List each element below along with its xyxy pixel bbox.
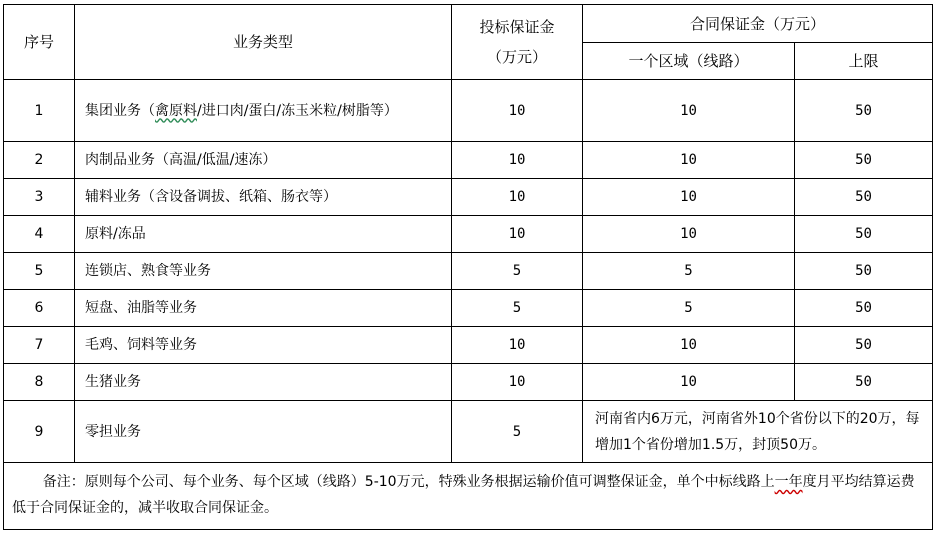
header-bid-bond-line1: 投标保证金 xyxy=(479,18,555,36)
table-row-9 xyxy=(4,401,933,463)
note-cell xyxy=(4,463,933,530)
cell-business-type: 肉制品业务（高温/低温/速冻） xyxy=(75,142,452,179)
table-row xyxy=(4,216,933,253)
cell-bid: 5 xyxy=(452,401,583,463)
header-row-1 xyxy=(4,5,933,43)
cell-type-part2: /进口肉/蛋白/冻玉米粒/树脂等） xyxy=(197,102,398,119)
cell-bid: 10 xyxy=(452,216,583,253)
cell-contract-text: 河南省内6万元，河南省外10个省份以下的20万，每增加1个省份增加1.5万，封顶50万。 xyxy=(583,401,933,463)
cell-type-squiggle: 禽原料 xyxy=(155,102,197,119)
cell-seq: 2 xyxy=(4,142,75,179)
header-business-type: 业务类型 xyxy=(75,5,452,80)
cell-bid: 10 xyxy=(452,142,583,179)
header-bid-bond xyxy=(452,5,583,80)
cell-business-type: 生猪业务 xyxy=(75,364,452,401)
cell-limit: 50 xyxy=(795,142,933,179)
cell-bid: 10 xyxy=(452,80,583,142)
cell-limit: 50 xyxy=(795,80,933,142)
note-part1: 备注：原则每个公司、每个业务、每个区域（线路）5-10万元，特殊业务根据运输价值可调整保证金，单个中标线路上 xyxy=(42,474,775,490)
note-squiggle: 一年 xyxy=(774,474,803,490)
cell-limit: 50 xyxy=(795,216,933,253)
cell-seq: 1 xyxy=(4,80,75,142)
cell-seq: 8 xyxy=(4,364,75,401)
cell-seq: 6 xyxy=(4,290,75,327)
cell-type-part1: 集团业务（ xyxy=(85,102,155,119)
cell-seq: 7 xyxy=(4,327,75,364)
header-limit: 上限 xyxy=(795,43,933,80)
cell-business-type: 原料/冻品 xyxy=(75,216,452,253)
table-row xyxy=(4,290,933,327)
cell-bid: 5 xyxy=(452,253,583,290)
cell-business-type: 零担业务 xyxy=(75,401,452,463)
cell-business-type: 毛鸡、饲料等业务 xyxy=(75,327,452,364)
header-bid-bond-line2: （万元） xyxy=(486,48,547,66)
header-contract-bond: 合同保证金（万元） xyxy=(583,5,933,43)
table-row xyxy=(4,364,933,401)
cell-region: 10 xyxy=(583,142,795,179)
cell-bid: 10 xyxy=(452,179,583,216)
cell-region: 10 xyxy=(583,216,795,253)
cell-bid: 10 xyxy=(452,364,583,401)
cell-region: 10 xyxy=(583,179,795,216)
cell-limit: 50 xyxy=(795,253,933,290)
cell-region: 10 xyxy=(583,327,795,364)
cell-bid: 5 xyxy=(452,290,583,327)
cell-limit: 50 xyxy=(795,179,933,216)
bond-table-container xyxy=(3,4,932,530)
cell-region: 10 xyxy=(583,80,795,142)
cell-seq: 5 xyxy=(4,253,75,290)
note-text xyxy=(12,469,924,521)
table-row xyxy=(4,142,933,179)
cell-limit: 50 xyxy=(795,327,933,364)
cell-region: 5 xyxy=(583,253,795,290)
cell-business-type xyxy=(75,80,452,142)
cell-limit: 50 xyxy=(795,364,933,401)
cell-business-type: 辅料业务（含设备调拔、纸箱、肠衣等） xyxy=(75,179,452,216)
note-part2: 度月平均结算运费低于合同保证金的，减半收取合同保证金。 xyxy=(12,474,915,516)
cell-seq: 4 xyxy=(4,216,75,253)
cell-limit: 50 xyxy=(795,290,933,327)
cell-business-type: 连锁店、熟食等业务 xyxy=(75,253,452,290)
bond-table xyxy=(3,4,933,530)
cell-bid: 10 xyxy=(452,327,583,364)
note-row xyxy=(4,463,933,530)
table-row xyxy=(4,179,933,216)
header-region: 一个区域（线路） xyxy=(583,43,795,80)
table-row xyxy=(4,253,933,290)
cell-business-type: 短盘、油脂等业务 xyxy=(75,290,452,327)
cell-seq: 3 xyxy=(4,179,75,216)
header-seq: 序号 xyxy=(4,5,75,80)
cell-region: 5 xyxy=(583,290,795,327)
cell-seq: 9 xyxy=(4,401,75,463)
cell-region: 10 xyxy=(583,364,795,401)
table-row xyxy=(4,80,933,142)
table-row xyxy=(4,327,933,364)
